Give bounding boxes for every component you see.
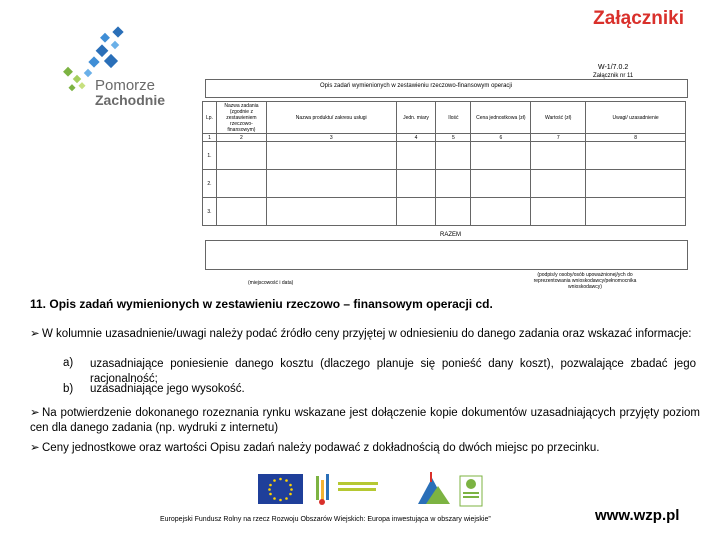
col-number: 8 — [586, 134, 686, 142]
total-box — [205, 240, 688, 270]
tasks-table — [202, 101, 686, 226]
logo-text-zachodnie: Zachodnie — [95, 92, 166, 108]
col-number: 2 — [216, 134, 266, 142]
form-title: Opis zadań wymienionych w zestawieniu rzeczowo-finansowym operacji — [320, 83, 513, 89]
website-link[interactable]: www.wzp.pl — [595, 507, 680, 524]
bullet-2: ➢ Na potwierdzenie dokonanego rozeznania rynku wskazane jest dołączenie kopie dokumentów uzasadniających przyjęty poziom cen dla danego zadania (np. wydruki z internetu) — [30, 407, 700, 434]
item-b-label: b) — [63, 383, 74, 395]
signature-caption: (podpis/y osoby/osób upoważnionej/ych do reprezentowania wnioskodawcy/pełnomocnika wnioskodawcy) — [533, 272, 637, 290]
col-number: 1 — [203, 134, 217, 142]
col-number: 3 — [266, 134, 396, 142]
col-header: Wartość (zł) — [531, 102, 586, 134]
col-header: Lp. — [203, 102, 217, 134]
prow-logo-icon — [460, 476, 482, 506]
arrow-bullet-icon: ➢ — [30, 442, 40, 454]
row-number: 3. — [203, 198, 217, 226]
place-date-caption: (miejscowość i data) — [248, 280, 294, 286]
table-row — [203, 142, 686, 170]
form-code: W-1/7.0.2 — [598, 64, 629, 71]
row-number: 1. — [203, 142, 217, 170]
table-number-row — [203, 134, 686, 142]
col-header: Jedn. miary — [396, 102, 436, 134]
col-header: Cena jednostkowa (zł) — [471, 102, 531, 134]
table-row — [203, 198, 686, 226]
table-header-row — [203, 102, 686, 134]
col-header: Nazwa produktu/ zakresu usługi — [266, 102, 396, 134]
bullet-1: ➢ W kolumnie uzasadnienie/uwagi należy podać źródło ceny przyjętej w odniesieniu do danego zadania oraz wskazać informacje: — [30, 328, 692, 340]
table-row — [203, 170, 686, 198]
mountain-logo-icon — [418, 472, 450, 504]
col-number: 4 — [396, 134, 436, 142]
leader-text-icon — [338, 482, 378, 491]
attachment-number: Załącznik nr 11 — [593, 73, 634, 79]
arrow-bullet-icon: ➢ — [30, 328, 40, 340]
logo-text-pomorze: Pomorze — [95, 77, 156, 94]
col-number: 6 — [471, 134, 531, 142]
footer-caption: Europejski Fundusz Rolny na rzecz Rozwoju Obszarów Wiejskich: Europa inwestująca w obszary wiejskie” — [160, 516, 491, 523]
section-heading: 11. Opis zadań wymienionych w zestawieniu rzeczowo – finansowym operacji cd. — [30, 297, 493, 311]
col-header: Ilość — [436, 102, 471, 134]
item-a-label: a) — [63, 357, 74, 369]
leader-logo-icon — [316, 474, 329, 505]
total-label: RAZEM — [440, 232, 461, 238]
col-header: Uwagi/ uzasadnienie — [586, 102, 686, 134]
arrow-bullet-icon: ➢ — [30, 407, 40, 419]
item-b: uzasadniające jego wysokość. — [90, 383, 245, 395]
col-header: Nazwa zadania (zgodnie z zestawieniem rzeczowo-finansowym) — [216, 102, 266, 134]
page-title: Załączniki — [593, 8, 684, 29]
col-number: 5 — [436, 134, 471, 142]
col-number: 7 — [531, 134, 586, 142]
bullet-3: ➢ Ceny jednostkowe oraz wartości Opisu zadań należy podawać z dokładnością do dwóch miejsc po przecinku. — [30, 442, 600, 454]
row-number: 2. — [203, 170, 217, 198]
item-a: uzasadniające poniesienie danego kosztu (dlaczego planuje się ponieść dany koszt), pozwalające zbadać jego racjonalność; — [90, 358, 696, 385]
footer-logos-icon — [258, 470, 488, 512]
